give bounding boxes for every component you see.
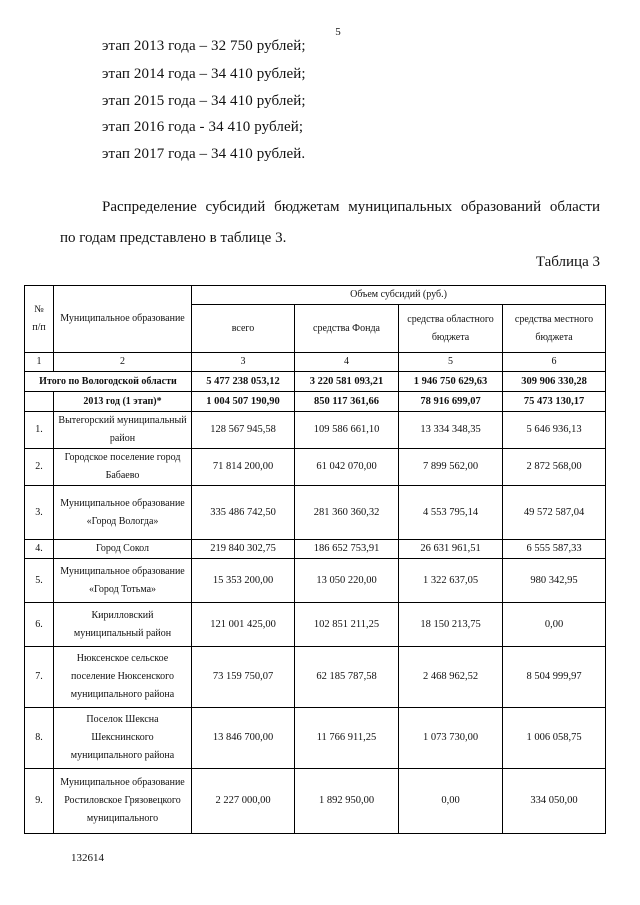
row-num: 3.: [25, 486, 54, 540]
header-municipality: Муниципальное образование: [54, 286, 192, 353]
local-value: 2 872 568,00: [503, 449, 606, 486]
column-number: 4: [295, 353, 399, 372]
regional-value: 78 916 699,07: [399, 392, 503, 412]
fund-value: 61 042 070,00: [295, 449, 399, 486]
total-value: 219 840 302,75: [192, 540, 295, 559]
row-num: 6.: [25, 603, 54, 647]
regional-value: 26 631 961,51: [399, 540, 503, 559]
total-value: 121 001 425,00: [192, 603, 295, 647]
paragraph-line-1: Распределение субсидий бюджетам муниципальных образований области: [102, 199, 600, 215]
total-value: 5 477 238 053,12: [192, 372, 295, 392]
fund-value: 850 117 361,66: [295, 392, 399, 412]
total-value: 13 846 700,00: [192, 708, 295, 769]
subsidy-table: [24, 285, 606, 834]
stage-line: этап 2016 года - 34 410 рублей;: [102, 119, 304, 135]
fund-value: 3 220 581 093,21: [295, 372, 399, 392]
local-value: 980 342,95: [503, 559, 606, 603]
total-value: 2 227 000,00: [192, 769, 295, 834]
total-value: 15 353 200,00: [192, 559, 295, 603]
header-regional: средства областного бюджета: [399, 305, 503, 353]
row-num: 8.: [25, 708, 54, 769]
local-value: 5 646 936,13: [503, 412, 606, 449]
row-name: Кирилловский муниципальный район: [54, 603, 192, 647]
table-row: [25, 412, 606, 449]
row-num: 1.: [25, 412, 54, 449]
regional-value: 2 468 962,52: [399, 647, 503, 708]
paragraph-line-2: по годам представлено в таблице 3.: [60, 230, 287, 246]
column-number: 1: [25, 353, 54, 372]
stage-line: этап 2013 года – 32 750 рублей;: [102, 38, 306, 54]
row-name: Вытегорский муниципальный район: [54, 412, 192, 449]
fund-value: 102 851 211,25: [295, 603, 399, 647]
stage-line: этап 2014 года – 34 410 рублей;: [102, 66, 306, 82]
row-num: 2.: [25, 449, 54, 486]
total-label: Итого по Вологодской области: [25, 372, 192, 392]
regional-value: 1 073 730,00: [399, 708, 503, 769]
total-value: 71 814 200,00: [192, 449, 295, 486]
header-fund: средства Фонда: [295, 305, 399, 353]
table-row: [25, 486, 606, 540]
local-value: 1 006 058,75: [503, 708, 606, 769]
table-row: [25, 769, 606, 834]
regional-value: 13 334 348,35: [399, 412, 503, 449]
fund-value: 1 892 950,00: [295, 769, 399, 834]
stage-total-row: [25, 392, 606, 412]
local-value: 49 572 587,04: [503, 486, 606, 540]
distribution-paragraph: [60, 192, 600, 254]
stage-line: этап 2015 года – 34 410 рублей;: [102, 93, 306, 109]
header-volume: Объем субсидий (руб.): [192, 286, 606, 305]
local-value: 309 906 330,28: [503, 372, 606, 392]
total-value: 335 486 742,50: [192, 486, 295, 540]
row-name: Городское поселение город Бабаево: [54, 449, 192, 486]
table-caption: Таблица 3: [535, 254, 600, 270]
local-value: 334 050,00: [503, 769, 606, 834]
regional-value: 18 150 213,75: [399, 603, 503, 647]
fund-value: 11 766 911,25: [295, 708, 399, 769]
local-value: 6 555 587,33: [503, 540, 606, 559]
row-name: Муниципальное образование «Город Вологда»: [54, 486, 192, 540]
row-name: Поселок Шексна Шекснинского муниципального района: [54, 708, 192, 769]
fund-value: 109 586 661,10: [295, 412, 399, 449]
local-value: 0,00: [503, 603, 606, 647]
header-num: № п/п: [25, 286, 54, 353]
row-num: 4.: [25, 540, 54, 559]
fund-value: 281 360 360,32: [295, 486, 399, 540]
regional-value: 1 322 637,05: [399, 559, 503, 603]
fund-value: 186 652 753,91: [295, 540, 399, 559]
total-value: 73 159 750,07: [192, 647, 295, 708]
table-row: [25, 647, 606, 708]
row-num: 7.: [25, 647, 54, 708]
fund-value: 13 050 220,00: [295, 559, 399, 603]
row-name: Муниципальное образование Ростиловское Грязовецкого муниципального: [54, 769, 192, 834]
table-row: [25, 708, 606, 769]
header-total: всего: [192, 305, 295, 353]
row-name: Город Сокол: [54, 540, 192, 559]
row-name: Нюксенское сельское поселение Нюксенского муниципального района: [54, 647, 192, 708]
header-local: средства местного бюджета: [503, 305, 606, 353]
column-number: 3: [192, 353, 295, 372]
total-row: [25, 372, 606, 392]
table-row: [25, 559, 606, 603]
regional-value: 4 553 795,14: [399, 486, 503, 540]
column-number: 5: [399, 353, 503, 372]
page-number: 5: [335, 26, 341, 38]
document-code: 132614: [71, 852, 104, 864]
table-row: [25, 449, 606, 486]
table-row: [25, 603, 606, 647]
row-num: 9.: [25, 769, 54, 834]
total-value: 1 004 507 190,90: [192, 392, 295, 412]
local-value: 8 504 999,97: [503, 647, 606, 708]
stage-total-label: 2013 год (1 этап)*: [54, 392, 192, 412]
regional-value: 1 946 750 629,63: [399, 372, 503, 392]
regional-value: 0,00: [399, 769, 503, 834]
total-value: 128 567 945,58: [192, 412, 295, 449]
regional-value: 7 899 562,00: [399, 449, 503, 486]
column-number: 2: [54, 353, 192, 372]
local-value: 75 473 130,17: [503, 392, 606, 412]
row-name: Муниципальное образование «Город Тотьма»: [54, 559, 192, 603]
stage-line: этап 2017 года – 34 410 рублей.: [102, 146, 306, 162]
table-row: [25, 540, 606, 559]
fund-value: 62 185 787,58: [295, 647, 399, 708]
column-number: 6: [503, 353, 606, 372]
row-num: 5.: [25, 559, 54, 603]
